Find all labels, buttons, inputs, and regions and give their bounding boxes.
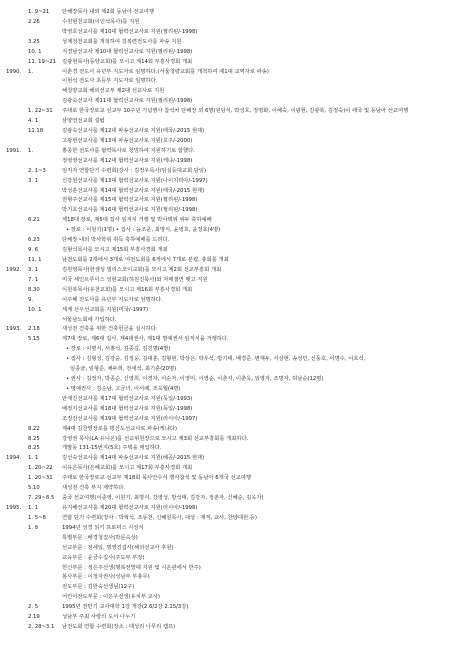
row-date: 1. 20~31	[28, 475, 53, 482]
row-text: 헌신부문 : 정은주선생(행복전망대 지원 및 시온관에서 반주)	[62, 564, 201, 571]
row-date: 3. 1	[28, 177, 39, 184]
history-row	[0, 443, 466, 453]
row-year: 1991.	[6, 147, 22, 154]
history-row	[0, 592, 466, 602]
row-date: 9. 6	[28, 247, 39, 254]
row-date: 8.22	[28, 425, 40, 432]
row-text: 지경남선교사 제10대 협력선교사로 지원(필리핀/-1998)	[62, 48, 193, 55]
row-date: 8.25	[28, 435, 40, 442]
row-date: 1.	[28, 147, 34, 154]
history-row	[0, 27, 466, 37]
history-row	[0, 394, 466, 404]
row-date: 10. 1	[28, 306, 42, 313]
row-text: 이현석 전도사 초등부 지도자로 임명하다.	[62, 78, 158, 85]
row-text: 세계 선우선교회를 지원(미국/-1997)	[62, 306, 149, 313]
history-row	[0, 275, 466, 285]
row-text: 제4대 김찬영장로를 평신도선교사로 파송(케냐다)	[62, 425, 177, 432]
row-date: 3. 1	[28, 266, 39, 273]
history-row	[0, 533, 466, 543]
history-row	[0, 76, 466, 86]
history-row	[0, 136, 466, 146]
row-text: 주태로 한국장로교 선교부 10주년 기념행사 참석차 단해장 외 6명(원담식, 박성호, 정명화, 이혜숙, 이광현, 김광록, 김정숙)이 태국 및 동남아 선교여행	[62, 108, 409, 115]
row-text: 이유은목사(은혜교회)를 모시고 제17회 부흥사경회 개최	[62, 465, 193, 472]
row-date: 11.18	[28, 128, 44, 135]
row-date: 7. 1	[28, 276, 39, 283]
row-date: 1. 9~21	[28, 9, 50, 15]
history-row	[0, 404, 466, 414]
history-row	[0, 503, 466, 513]
history-row	[0, 17, 466, 27]
history-row	[0, 146, 466, 156]
row-date: 2. 5	[28, 604, 39, 611]
history-row	[0, 215, 466, 225]
history-row	[0, 553, 466, 563]
history-row	[0, 156, 466, 166]
history-row	[0, 166, 466, 176]
row-text: 김광숙선교사 제11대 협력선교사로 지원(필리핀/-1998)	[62, 98, 193, 105]
row-text: 교육부문 : 윤금수집사(주도부 부장)	[62, 554, 145, 561]
row-text: 임직자 연합단기 수련회(강사 : 김정우목사/임실등대교회 담임)	[62, 167, 207, 174]
history-row	[0, 434, 466, 444]
row-text: 박성훈선교사를 제14대 협력선교사로 지원(태국/-2015 현재)	[62, 187, 205, 194]
row-text: 김원영목사(한샘성 빌리스코이교회)를 모시고 제2회 선교부흥회 개최	[62, 266, 222, 273]
history-row	[0, 473, 466, 483]
row-text: 개발동 131-15번지(5호) 주택을 매입하다.	[62, 445, 162, 452]
row-text: 김선숙선교사를 제14대 파송선교사로 지원(헤공/-2015 현재)	[62, 455, 205, 462]
row-text: 특별부문 : 배경청집사(박문숙상)	[62, 534, 138, 541]
history-row	[0, 86, 466, 96]
history-row	[0, 602, 466, 612]
row-text: 정영영선교사를 제12대 협력선교사로 지원(케냐/-1998)	[62, 157, 193, 164]
row-date: 2. 1~3	[28, 167, 46, 174]
row-text: 조정진선교사를 제19대 협력선교사로 지원(러시아/-1997)	[62, 415, 198, 422]
row-year: 1994.	[6, 455, 22, 462]
row-text: 새성전 건축을 위한 건축헌금을 실시하다.	[62, 326, 158, 333]
history-row	[0, 463, 466, 473]
row-text: 이주혜 전도사를 유년부 지도자로 임명하다.	[62, 296, 163, 303]
row-text: 제18대 장로, 제5대 집사 임직식 거행 및 박사택위 위두 축하예배	[62, 217, 212, 224]
row-text: 김광현목사(동양교회)를 모시고 제14회 부흥사경회 개최	[62, 58, 193, 65]
row-date: 10. 1	[28, 48, 42, 55]
row-date: 1.	[28, 68, 34, 75]
row-text: • 장로 : 이명식, 서홍석, 김종길, 김진명(4명)	[66, 346, 171, 353]
row-text: • 장로 : 이원기(1명) • 집사 : 윤조운, 최명식, 윤병호, 윤정호(4명)	[66, 227, 221, 234]
history-row	[0, 255, 466, 265]
row-text: 임종균, 임형준, 채두희, 전세석, 최기훈(20명)	[70, 366, 177, 373]
row-year: 1992.	[6, 266, 22, 273]
row-text: 해청양교회 해외선교부 제2대 선교사로 지원	[62, 88, 165, 95]
row-date: 3.25	[28, 38, 40, 45]
history-row	[0, 195, 466, 205]
history-row	[0, 265, 466, 275]
row-date: 2.19	[28, 614, 40, 621]
history-row	[0, 235, 466, 245]
history-row	[0, 453, 466, 463]
row-text: 전도부문 : 김한숙선생님(12구)	[62, 584, 135, 591]
row-text: 신강원선교사를 제13대 협력선교사로 지원(나이지리아/-1997)	[62, 177, 208, 184]
history-row	[0, 37, 466, 47]
history-row	[0, 285, 466, 295]
row-text: 성남부 주최 사랑의 도서 나누기	[62, 614, 136, 621]
row-text: 박기호선교사를 제16대 협력선교사로 지원(필리핀/-1998)	[62, 207, 198, 214]
row-text: 이춘경 전도사 유년부 지도자로 임명하다.(서울청량교회를 개척하여 제1대 교역자로 파송)	[62, 68, 269, 75]
history-row	[0, 493, 466, 503]
history-row	[0, 344, 466, 354]
row-date: 1. 20~22	[28, 465, 53, 472]
history-row	[0, 295, 466, 305]
row-text: 수원현천교회(이인석목사)를 지원	[62, 18, 140, 25]
history-row	[0, 225, 466, 235]
row-text: 박영호선교사를 제10대 협력선교사로 지원(필리핀/-1998)	[62, 28, 198, 35]
history-row	[0, 67, 466, 77]
row-text: • 권사 : 김정자, 박종순, 신영희, 이경자, 이순자, 이영미, 이영순, 이춘자, 이춘옥, 임영자, 조명자, 허남순(12명)	[66, 376, 324, 383]
row-date: 2. 28~3.1	[28, 624, 55, 631]
history-row	[0, 305, 466, 315]
history-row	[0, 324, 466, 334]
history-row	[0, 245, 466, 255]
row-text: 봉사부문 : 이정자권사(성남부 부총무)	[62, 574, 150, 581]
history-row	[0, 483, 466, 493]
row-text: 제7대 장로, 제6대 집사, 제4대권사, 제1대 명예권사 임직식을 거행하다.	[62, 336, 229, 343]
history-row	[0, 205, 466, 215]
row-text: 새성전 건축 부지 계약하다.	[62, 485, 126, 492]
row-date: 4. 1	[28, 118, 39, 125]
row-date: 1. 8	[28, 524, 39, 531]
row-date: 8.25	[28, 445, 40, 452]
row-year: 1990.	[6, 68, 22, 75]
row-text: 어린이전도부문 : 이은우선생(유치부 교사)	[62, 594, 160, 601]
row-date: 6.21	[28, 217, 40, 224]
row-text: 김광숙선교사를 제12대 파송선교사로 지원(태국/-2015 현재)	[62, 128, 205, 135]
history-row	[0, 126, 466, 136]
row-date: 8.30	[28, 286, 40, 293]
row-date: 1. 1	[28, 455, 39, 462]
history-row	[0, 47, 466, 57]
history-row	[0, 414, 466, 424]
row-text: 단해장 내외 박사학위 취득 축하예배를 드리다.	[62, 237, 170, 244]
row-text: 유지혜선교사를 제20대 협력선교사로 지원(러시아/-1998)	[62, 505, 198, 511]
row-text: 남전도회를 2개에서 3개로 여전도회를 6개에서 7개로 분립, 총회를 개최	[62, 257, 229, 263]
row-year: 1993.	[6, 326, 22, 333]
history-row	[0, 523, 466, 533]
history-row	[0, 364, 466, 374]
row-text: 강영권 목사(LA:유니온)를 선교위원장으로 모시고 제3회 선교부흥회를 개최하다.	[62, 435, 249, 442]
row-date: 7. 29~8.5	[28, 495, 55, 502]
row-text: 연합 단기 수련회(강사 : 박혁석, 조동천, 신혜원목사, 대상 : 제직, 교사, 찬양대원 등)	[62, 514, 257, 521]
row-date: 1. 22~31	[28, 108, 53, 115]
history-row	[0, 334, 466, 344]
row-text: 서울남노회에 가입하다.	[62, 316, 117, 323]
row-date: 9.	[28, 296, 34, 303]
row-date: 5.15	[28, 336, 40, 343]
history-row	[0, 622, 466, 632]
row-text: • 명예권사 : 김순남, 고금녀, 이서례, 조옥월(4명)	[66, 385, 181, 392]
history-row	[0, 384, 466, 394]
history-row	[0, 96, 466, 106]
row-date: 11. 1	[28, 257, 42, 263]
history-row	[0, 57, 466, 67]
row-date: 6.23	[28, 237, 40, 244]
row-text: 1994년 성경 읽기 프로미스 시상식	[62, 524, 144, 531]
row-text: 남전도회 연합 수련회(장소 : 대성리 나무리 캠프)	[62, 624, 176, 631]
row-text: 단해장목사 내외 제2회 동남아 선교여행	[62, 9, 154, 15]
row-date: 2.26	[28, 18, 40, 25]
row-text: 홍종한 전도사를 협력목사로 청빙하여 지원하기로 함했다.	[62, 147, 195, 154]
row-text: 성계청천교회를 개척하여 김복련전도사를 파송 지원	[62, 38, 182, 45]
row-text: 배정기선교사를 제18대 협력선교사로 지원(독일/-1998)	[62, 405, 193, 412]
row-date: 11. 19~21	[28, 58, 57, 65]
history-row	[0, 7, 466, 17]
history-row	[0, 176, 466, 186]
row-text: • 집사 : 김형성, 김강윤, 김정웅, 김대훈, 김형현, 박상은, 박우석, 방기태, 배경준, 변재두, 서상현, 송성민, 신동호, 이명수, 이호석,	[66, 356, 366, 363]
history-row	[0, 354, 466, 364]
row-year: 1995.	[6, 505, 22, 511]
row-date: 1. 5~8	[28, 514, 46, 521]
row-text: 이원복목사(유천교회)를 모시고 제16회 부흥사경회 개최	[62, 286, 193, 293]
row-date: 1. 1	[28, 505, 39, 511]
row-text: 주태로 한국장로교 선교부 제18회 목사안수식 행사참석 및 동남아 6개국 선교여행	[62, 475, 252, 482]
history-row	[0, 106, 466, 116]
row-text: 김형석목사를 모시고 제15회 부흥사경회 개최	[62, 247, 168, 254]
row-text: 선교부문 : 전세일, 명영진집사(해외선교사 후원)	[62, 544, 174, 551]
history-row	[0, 116, 466, 126]
history-row	[0, 424, 466, 434]
history-row	[0, 543, 466, 553]
history-row	[0, 513, 466, 523]
history-row	[0, 572, 466, 582]
history-row	[0, 186, 466, 196]
history-row	[0, 374, 466, 384]
row-text: 전형주선교사를 제15대 협력선교사로 지원(필리핀/-1998)	[62, 197, 198, 204]
row-text: 삼양연선교회 설립	[62, 118, 105, 125]
history-row	[0, 315, 466, 325]
row-text: 중국 선교여행(이종영, 이원기, 최명식, 강영성, 방석태, 김강자, 정춘자, 신혜순, 김옥자)	[62, 495, 264, 502]
row-text: 고광현선교사를 제13대 파송선교사로 지원(호주/-2000)	[62, 137, 193, 144]
row-date: 2.18	[28, 326, 40, 333]
history-row	[0, 582, 466, 592]
row-text: 미국 세인트루이스 성현교회(허원진목사)와 자매결연 맺고 지원	[62, 276, 208, 283]
history-row	[0, 612, 466, 622]
row-text: 안재진선교사를 제17대 협력선교사로 지원(독일/-1993)	[62, 395, 193, 402]
row-text: 1995년 전반기 교사대학 1강 개강(2.6/2강 2.15/3강)	[62, 604, 189, 611]
history-row	[0, 563, 466, 573]
row-date: 5.10	[28, 485, 40, 492]
